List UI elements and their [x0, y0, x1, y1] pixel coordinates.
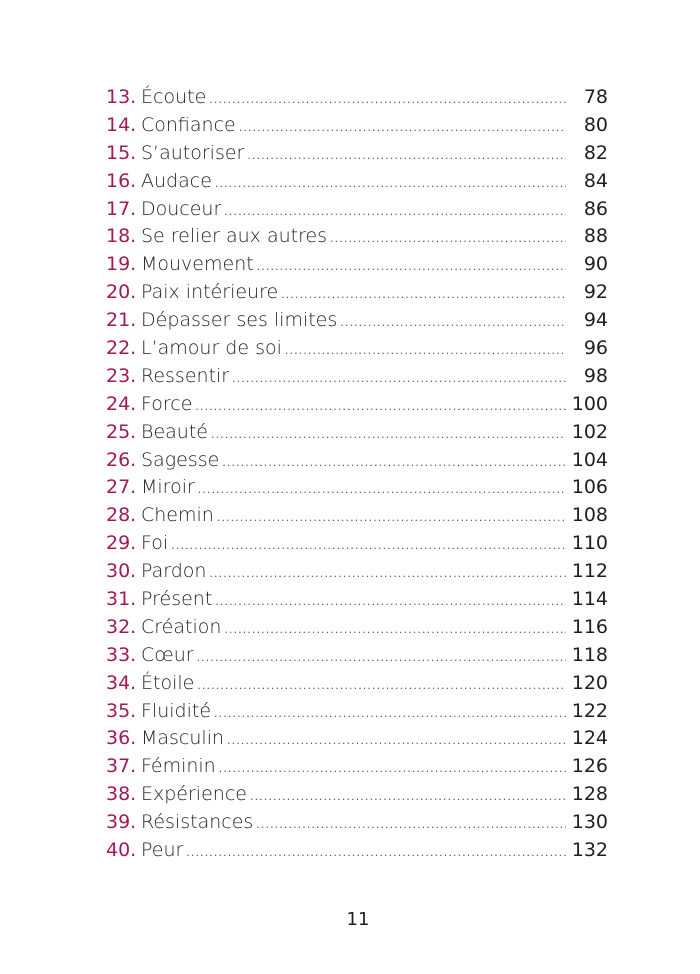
toc-entry-page: 112 [571, 560, 608, 583]
toc-entry-number: 27. [106, 476, 137, 499]
toc-entry-page: 104 [571, 448, 608, 471]
toc-entry[interactable] [106, 839, 608, 867]
toc-entry-number: 32. [106, 615, 137, 638]
toc-entry[interactable] [106, 449, 608, 477]
toc-entry-title: Ressentir [141, 364, 230, 387]
page-number: 11 [346, 909, 370, 930]
dot-leader [239, 121, 566, 134]
toc-entry-page: 94 [583, 309, 608, 332]
toc-entry-number: 37. [106, 755, 137, 778]
toc-entry-page: 118 [571, 643, 608, 666]
toc-entry[interactable] [106, 616, 608, 644]
toc-entry-number: 18. [106, 225, 137, 248]
dot-leader [214, 707, 566, 720]
dot-leader [285, 344, 566, 357]
toc-entry-number: 34. [106, 671, 137, 694]
dot-leader [256, 818, 566, 831]
toc-entry-number: 30. [106, 560, 137, 583]
toc-entry-page: 98 [583, 364, 608, 387]
toc-entry[interactable] [106, 365, 608, 393]
toc-entry-number: 39. [106, 811, 137, 834]
toc-entry-number: 23. [106, 364, 137, 387]
dot-leader [227, 734, 566, 747]
toc-entry-title: Se relier aux autres [141, 225, 328, 248]
toc-entry-page: 130 [571, 811, 608, 834]
toc-entry-title: Féminin [141, 755, 216, 778]
toc-entry-title: Expérience [141, 783, 247, 806]
dot-leader [209, 93, 566, 106]
toc-entry[interactable] [106, 170, 608, 198]
toc-entry-page: 124 [571, 727, 608, 750]
toc-entry-number: 40. [106, 839, 137, 862]
toc-entry[interactable] [106, 393, 608, 421]
dot-leader [224, 205, 566, 218]
toc-entry-number: 24. [106, 392, 137, 415]
toc-entry-number: 22. [106, 337, 137, 360]
dot-leader [330, 232, 566, 245]
dot-leader [215, 177, 566, 190]
dot-leader [171, 539, 566, 552]
dot-leader [197, 651, 566, 664]
toc-entry[interactable] [106, 309, 608, 337]
toc-entry[interactable] [106, 225, 608, 253]
dot-leader [222, 456, 566, 469]
toc-entry[interactable] [106, 755, 608, 783]
toc-entry[interactable] [106, 504, 608, 532]
toc-entry-title: Douceur [141, 197, 222, 220]
toc-entry-title: Fluidité [141, 699, 212, 722]
toc-entry-page: 100 [571, 392, 608, 415]
toc-entry-page: 122 [571, 699, 608, 722]
toc-entry-page: 128 [571, 783, 608, 806]
toc-entry-title: Pardon [141, 560, 207, 583]
toc-entry[interactable] [106, 114, 608, 142]
toc-entry-number: 26. [106, 448, 137, 471]
toc-entry-title: L’amour de soi [141, 337, 282, 360]
table-of-contents [106, 86, 608, 867]
toc-entry[interactable] [106, 560, 608, 588]
toc-entry-title: Paix intérieure [141, 281, 279, 304]
toc-entry-page: 116 [571, 615, 608, 638]
toc-entry-title: Cœur [141, 643, 194, 666]
toc-entry-title: Peur [141, 839, 184, 862]
toc-entry[interactable] [106, 86, 608, 114]
toc-entry[interactable] [106, 421, 608, 449]
toc-entry-number: 13. [106, 86, 137, 108]
toc-entry-title: Audace [141, 169, 212, 192]
toc-entry[interactable] [106, 700, 608, 728]
toc-entry-number: 33. [106, 643, 137, 666]
toc-entry-title: Masculin [141, 727, 225, 750]
toc-entry-number: 19. [106, 253, 137, 276]
toc-entry-page: 132 [571, 839, 608, 862]
toc-entry[interactable] [106, 476, 608, 504]
toc-entry-number: 29. [106, 532, 137, 555]
toc-entry[interactable] [106, 253, 608, 281]
toc-entry-page: 102 [571, 420, 608, 443]
toc-entry-number: 21. [106, 309, 137, 332]
dot-leader [340, 316, 566, 329]
toc-entry-page: 114 [571, 588, 608, 611]
toc-entry-title: Présent [141, 588, 213, 611]
dot-leader [250, 790, 566, 803]
toc-entry-title: Résistances [141, 811, 254, 834]
dot-leader [217, 511, 566, 524]
toc-entry-number: 15. [106, 141, 137, 164]
dot-leader [224, 623, 566, 636]
toc-entry[interactable] [106, 142, 608, 170]
toc-entry[interactable] [106, 281, 608, 309]
toc-entry-page: 88 [583, 225, 608, 248]
toc-entry-page: 110 [571, 532, 608, 555]
toc-entry-page: 84 [583, 169, 608, 192]
toc-entry-page: 126 [571, 755, 608, 778]
toc-entry-title: Dépasser ses limites [141, 309, 338, 332]
dot-leader [281, 288, 566, 301]
dot-leader [198, 483, 566, 496]
toc-entry-page: 90 [583, 253, 608, 276]
toc-entry[interactable] [106, 672, 608, 700]
toc-entry-number: 35. [106, 699, 137, 722]
toc-entry-title: Force [141, 392, 193, 415]
toc-entry[interactable] [106, 532, 608, 560]
dot-leader [257, 260, 566, 273]
toc-entry-number: 28. [106, 504, 137, 527]
toc-entry-number: 31. [106, 588, 137, 611]
toc-entry-title: Miroir [141, 476, 195, 499]
toc-entry[interactable] [106, 337, 608, 365]
toc-entry-title: Foi [141, 532, 169, 555]
toc-entry-page: 78 [583, 86, 608, 108]
toc-entry[interactable] [106, 644, 608, 672]
dot-leader [247, 149, 566, 162]
toc-entry-number: 20. [106, 281, 137, 304]
toc-entry-title: Confiance [141, 113, 236, 136]
toc-entry-page: 96 [583, 337, 608, 360]
toc-entry-page: 120 [571, 671, 608, 694]
toc-entry-page: 92 [583, 281, 608, 304]
toc-entry[interactable] [106, 783, 608, 811]
toc-entry-page: 82 [583, 141, 608, 164]
toc-entry-number: 14. [106, 113, 137, 136]
toc-entry-page: 106 [571, 476, 608, 499]
dot-leader [195, 400, 566, 413]
toc-entry-number: 36. [106, 727, 137, 750]
toc-entry-number: 38. [106, 783, 137, 806]
toc-entry-number: 25. [106, 420, 137, 443]
toc-entry-title: Création [141, 615, 222, 638]
dot-leader [232, 372, 566, 385]
dot-leader [209, 567, 566, 580]
toc-entry-page: 108 [571, 504, 608, 527]
dot-leader [197, 679, 566, 692]
toc-entry-page: 80 [583, 113, 608, 136]
toc-entry[interactable] [106, 198, 608, 226]
toc-entry[interactable] [106, 727, 608, 755]
toc-entry-number: 17. [106, 197, 137, 220]
toc-entry-title: Mouvement [141, 253, 254, 276]
toc-entry-title: Beauté [141, 420, 208, 443]
dot-leader [215, 595, 566, 608]
toc-entry-title: Écoute [141, 86, 207, 108]
toc-entry-title: Sagesse [141, 448, 220, 471]
toc-entry-page: 86 [583, 197, 608, 220]
toc-entry-title: Étoile [141, 671, 195, 694]
toc-entry[interactable] [106, 588, 608, 616]
dot-leader [219, 762, 566, 775]
toc-entry-number: 16. [106, 169, 137, 192]
toc-entry[interactable] [106, 811, 608, 839]
dot-leader [186, 846, 566, 859]
dot-leader [211, 428, 566, 441]
toc-entry-title: S’autoriser [141, 141, 245, 164]
toc-entry-title: Chemin [141, 504, 214, 527]
